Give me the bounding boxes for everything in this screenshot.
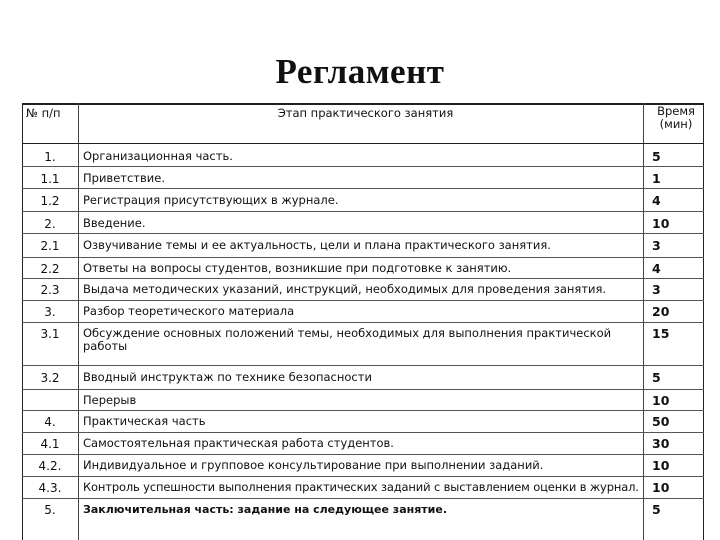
table-row — [22, 212, 704, 234]
table-row — [22, 477, 704, 499]
row-stage: Ответы на вопросы студентов, возникшие при подготовке к занятию. — [83, 261, 512, 275]
row-num: 1. — [44, 150, 56, 164]
table-row — [22, 258, 704, 279]
row-num: 1.1 — [40, 172, 60, 186]
row-stage: Индивидуальное и групповое консультирование при выполнении заданий. — [83, 458, 544, 472]
row-stage: Вводный инструктаж по технике безопасности — [83, 370, 372, 384]
table-row — [22, 499, 704, 540]
row-num: 2. — [44, 217, 56, 231]
row-time: 4 — [652, 193, 661, 208]
row-time: 15 — [652, 326, 670, 341]
row-time: 1 — [652, 171, 661, 186]
row-stage: Перерыв — [83, 393, 137, 407]
table-row — [22, 167, 704, 189]
table-row — [22, 390, 704, 411]
row-time: 10 — [652, 216, 670, 231]
row-stage: Практическая часть — [83, 414, 206, 428]
row-num: 4.1 — [40, 437, 60, 451]
row-stage: Разбор теоретического материала — [83, 304, 295, 318]
row-num: 2.2 — [40, 262, 60, 276]
row-num: 1.2 — [40, 194, 60, 208]
row-num: 2.1 — [40, 239, 60, 253]
row-stage: Самостоятельная практическая работа студентов. — [83, 436, 394, 450]
row-num: 2.3 — [40, 283, 60, 297]
table-row — [22, 323, 704, 366]
row-num: 3.1 — [40, 327, 60, 341]
header-stage: Этап практического занятия — [277, 106, 454, 120]
row-num: 5. — [44, 503, 56, 517]
row-time: 5 — [652, 370, 661, 385]
row-num: 4.2. — [38, 459, 62, 473]
row-time: 30 — [652, 436, 670, 451]
row-time: 10 — [652, 480, 670, 495]
row-stage: Заключительная часть: задание на следующее занятие. — [83, 503, 447, 516]
row-num: 3.2 — [40, 371, 60, 385]
table-row — [22, 455, 704, 477]
header-num: № п/п — [26, 106, 61, 120]
page-title: Регламент — [275, 52, 445, 91]
row-num: 4.3. — [38, 481, 62, 495]
row-time: 5 — [652, 502, 661, 517]
row-time: 4 — [652, 261, 661, 276]
row-time: 5 — [652, 149, 661, 164]
header-time-line1: Время — [657, 104, 695, 118]
row-stage: Регистрация присутствующих в журнале. — [83, 193, 339, 207]
row-time: 50 — [652, 414, 670, 429]
table-row — [22, 301, 704, 323]
row-stage: Выдача методических указаний, инструкций, необходимых для проведения занятия. — [83, 282, 607, 296]
row-stage: Организационная часть. — [83, 149, 233, 163]
table-header-row — [22, 103, 704, 144]
table-row — [22, 234, 704, 258]
table-row — [22, 411, 704, 433]
header-time — [648, 105, 704, 131]
row-time: 10 — [652, 393, 670, 408]
row-time: 10 — [652, 458, 670, 473]
row-stage: Обсуждение основных положений темы, необходимых для выполнения практической работы — [83, 326, 612, 353]
table-row — [22, 433, 704, 455]
header-time-line2: (мин) — [659, 117, 693, 131]
row-time: 3 — [652, 238, 661, 253]
row-num: 3. — [44, 305, 56, 319]
row-stage: Введение. — [83, 216, 146, 230]
row-num: 4. — [44, 415, 56, 429]
table-row — [22, 366, 704, 390]
table-row — [22, 279, 704, 301]
row-stage: Озвучивание темы и ее актуальность, цели и плана практического занятия. — [83, 238, 551, 252]
row-stage: Контроль успешности выполнения практических заданий с выставлением оценки в журнал. — [83, 480, 639, 494]
row-stage: Приветствие. — [83, 171, 165, 185]
table-row — [22, 144, 704, 167]
row-time: 3 — [652, 282, 661, 297]
table-row — [22, 189, 704, 212]
row-time: 20 — [652, 304, 670, 319]
